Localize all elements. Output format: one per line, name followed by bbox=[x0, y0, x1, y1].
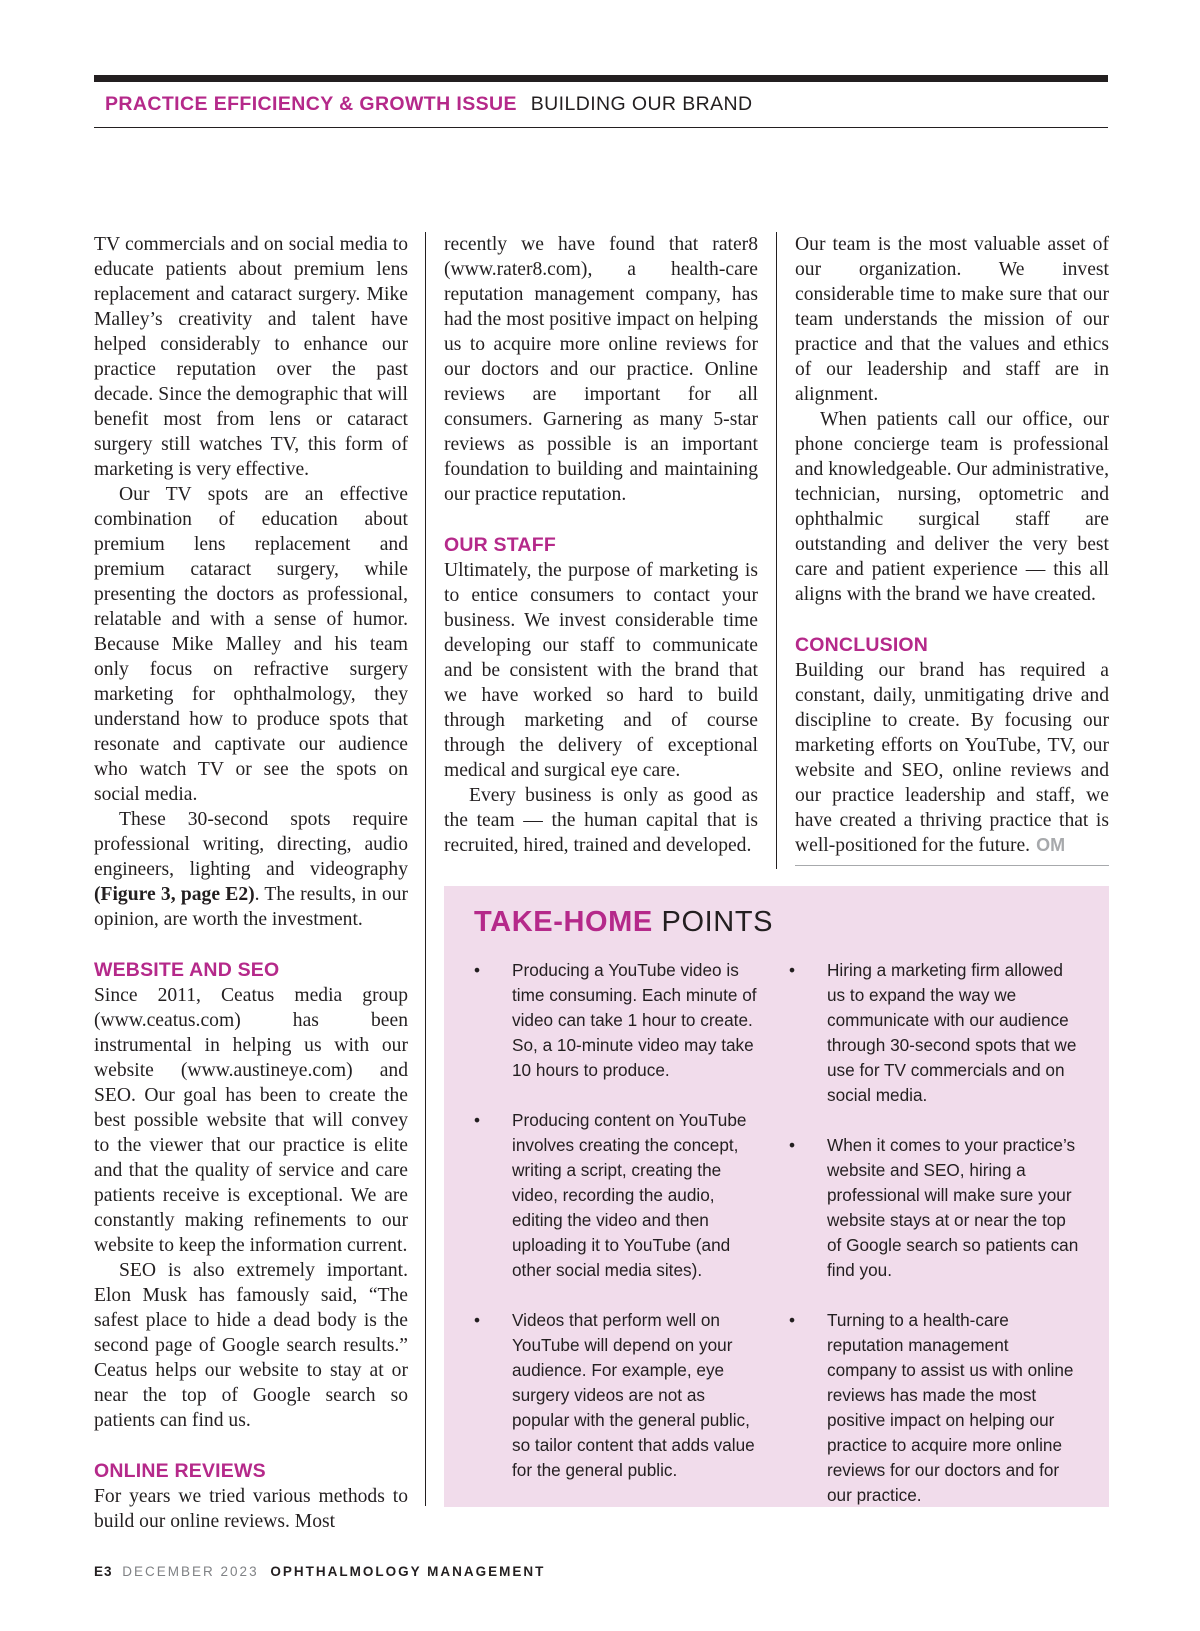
list-item-text: Producing content on YouTube involves creating the concept, writing a script, creating the video, recording the audio, editing the video and then uploading it to YouTube (and other social media sites). bbox=[512, 1110, 747, 1280]
bullet-icon: • bbox=[789, 1135, 796, 1155]
list-item-text: Hiring a marketing firm allowed us to expand the way we communicate with our audience through 30-second spots that we use for TV commercials and on social media. bbox=[827, 960, 1077, 1105]
text-run: These 30-second spots require professional writing, directing, audio engineers, lighting and videography bbox=[94, 809, 408, 880]
list-item-text: Videos that perform well on YouTube will depend on your audience. For example, eye surgery videos are not as popular with the general public, so tailor content that adds value for the general public. bbox=[512, 1310, 755, 1480]
page-number: E3 bbox=[94, 1564, 113, 1579]
paragraph bbox=[795, 658, 1109, 858]
take-home-list-right bbox=[789, 958, 1079, 1508]
figure-reference: (Figure 3, page E2) bbox=[94, 884, 255, 905]
issue-date: DECEMBER 2023 bbox=[122, 1564, 259, 1579]
column-divider bbox=[425, 232, 426, 1506]
list-item bbox=[789, 1308, 1079, 1508]
take-home-title-rest: POINTS bbox=[661, 906, 774, 938]
list-item-text: Turning to a health-care reputation management company to assist us with online reviews has made the most positive impact on helping our practice to acquire more online reviews for our doctors and for our practice. bbox=[827, 1310, 1074, 1505]
paragraph: Ultimately, the purpose of marketing is to entice consumers to contact your business. We invest considerable time developing our staff to communicate and be consistent with the brand that we have worked so hard to build through marketing and of course through the delivery of exceptional medical and surgical eye care. bbox=[444, 560, 758, 781]
paragraph: Every business is only as good as the team — the human capital that is recruited, hired, trained and developed. bbox=[444, 785, 758, 856]
end-mark: OM bbox=[1036, 835, 1066, 855]
running-header bbox=[105, 93, 753, 116]
paragraph: recently we have found that rater8 (www.rater8.com), a health-care reputation management company, has had the most positive impact on helping us to acquire more online reviews for our doctors and our practice. Online reviews are important for all consumers. Garnering as many 5-star reviews as possible is an important foundation to building and maintaining our practice reputation. bbox=[444, 234, 758, 505]
section-heading-conclusion: CONCLUSION bbox=[795, 634, 929, 656]
list-item bbox=[474, 958, 764, 1083]
text-run: . The results, in our opinion, are worth the investment. bbox=[94, 884, 409, 930]
take-home-points-box bbox=[444, 886, 1109, 1507]
list-item bbox=[474, 1308, 764, 1483]
paragraph: Our TV spots are an effective combination of education about premium lens replacement and premium cataract surgery, while presenting the doctors as professional, relatable and with a sense of humor. Because Mike Malley and his team only focus on refractive surgery marketing for ophthalmology, they understand how to produce spots that resonate and captivate our audience who watch TV or see the spots on social media. bbox=[94, 484, 408, 805]
article-column-1 bbox=[94, 232, 408, 1534]
header-rule bbox=[94, 127, 1108, 128]
bullet-icon: • bbox=[474, 960, 481, 980]
paragraph: For years we tried various methods to build our online reviews. Most bbox=[94, 1486, 408, 1532]
bullet-icon: • bbox=[789, 1310, 796, 1330]
section-label: BUILDING OUR BRAND bbox=[530, 93, 753, 115]
bullet-icon: • bbox=[474, 1110, 481, 1130]
magazine-name: OPHTHALMOLOGY MANAGEMENT bbox=[270, 1564, 546, 1579]
list-item bbox=[474, 1108, 764, 1283]
section-heading-our-staff: OUR STAFF bbox=[444, 534, 556, 556]
column-divider bbox=[776, 232, 777, 869]
list-item-text: Producing a YouTube video is time consuming. Each minute of video can take 1 hour to create. So, a 10-minute video may take 10 hours to produce. bbox=[512, 960, 757, 1080]
column-end-rule bbox=[795, 865, 1109, 866]
take-home-title-accent: TAKE-HOME bbox=[474, 906, 653, 938]
section-heading-website-seo: WEBSITE AND SEO bbox=[94, 959, 280, 981]
list-item-text: When it comes to your practice’s website and SEO, hiring a professional will make sure your website stays at or near the top of Google search so patients can find you. bbox=[827, 1135, 1079, 1280]
section-heading-online-reviews: ONLINE REVIEWS bbox=[94, 1460, 266, 1482]
issue-label: PRACTICE EFFICIENCY & GROWTH ISSUE bbox=[105, 93, 517, 115]
article-column-2 bbox=[444, 232, 758, 858]
list-item bbox=[789, 1133, 1079, 1283]
text-run: Building our brand has required a constant, daily, unmitigating drive and discipline to create. By focusing our marketing efforts on YouTube, TV, our website and SEO, online reviews and our practice leadership and staff, we have created a thriving practice that is well-positioned for the future. bbox=[795, 660, 1109, 856]
paragraph: Since 2011, Ceatus media group (www.ceatus.com) has been instrumental in helping us with our website (www.austineye.com) and SEO. Our goal has been to create the best possible website that will convey to the viewer that our practice is elite and that the quality of service and care patients receive is exceptional. We are constantly making refinements to our website to keep the information current. bbox=[94, 985, 408, 1256]
page-footer bbox=[94, 1564, 545, 1579]
paragraph: When patients call our office, our phone concierge team is professional and knowledgeable. Our administrative, technician, nursing, optometric and ophthalmic surgical staff are outstanding and deliver the very best care and patient experience — this all aligns with the brand we have created. bbox=[795, 409, 1109, 605]
paragraph: TV commercials and on social media to educate patients about premium lens replacement and cataract surgery. Mike Malley’s creativity and talent have helped considerably to enhance our practice reputation over the past decade. Since the demographic that will benefit most from lens or cataract surgery still watches TV, this form of marketing is very effective. bbox=[94, 234, 408, 480]
paragraph bbox=[94, 807, 408, 932]
article-column-3 bbox=[795, 232, 1109, 858]
paragraph: SEO is also extremely important. Elon Musk has famously said, “The safest place to hide a dead body is the second page of Google search results.” Ceatus helps our website to stay at or near the top of Google search so patients can find us. bbox=[94, 1260, 408, 1431]
list-item bbox=[789, 958, 1079, 1108]
take-home-title bbox=[474, 906, 773, 939]
take-home-list-left bbox=[474, 958, 764, 1483]
paragraph: Our team is the most valuable asset of our organization. We invest considerable time to make sure that our team understands the mission of our practice and that the values and ethics of our leadership and staff are in alignment. bbox=[795, 234, 1109, 405]
top-rule bbox=[94, 75, 1108, 82]
bullet-icon: • bbox=[789, 960, 796, 980]
bullet-icon: • bbox=[474, 1310, 481, 1330]
